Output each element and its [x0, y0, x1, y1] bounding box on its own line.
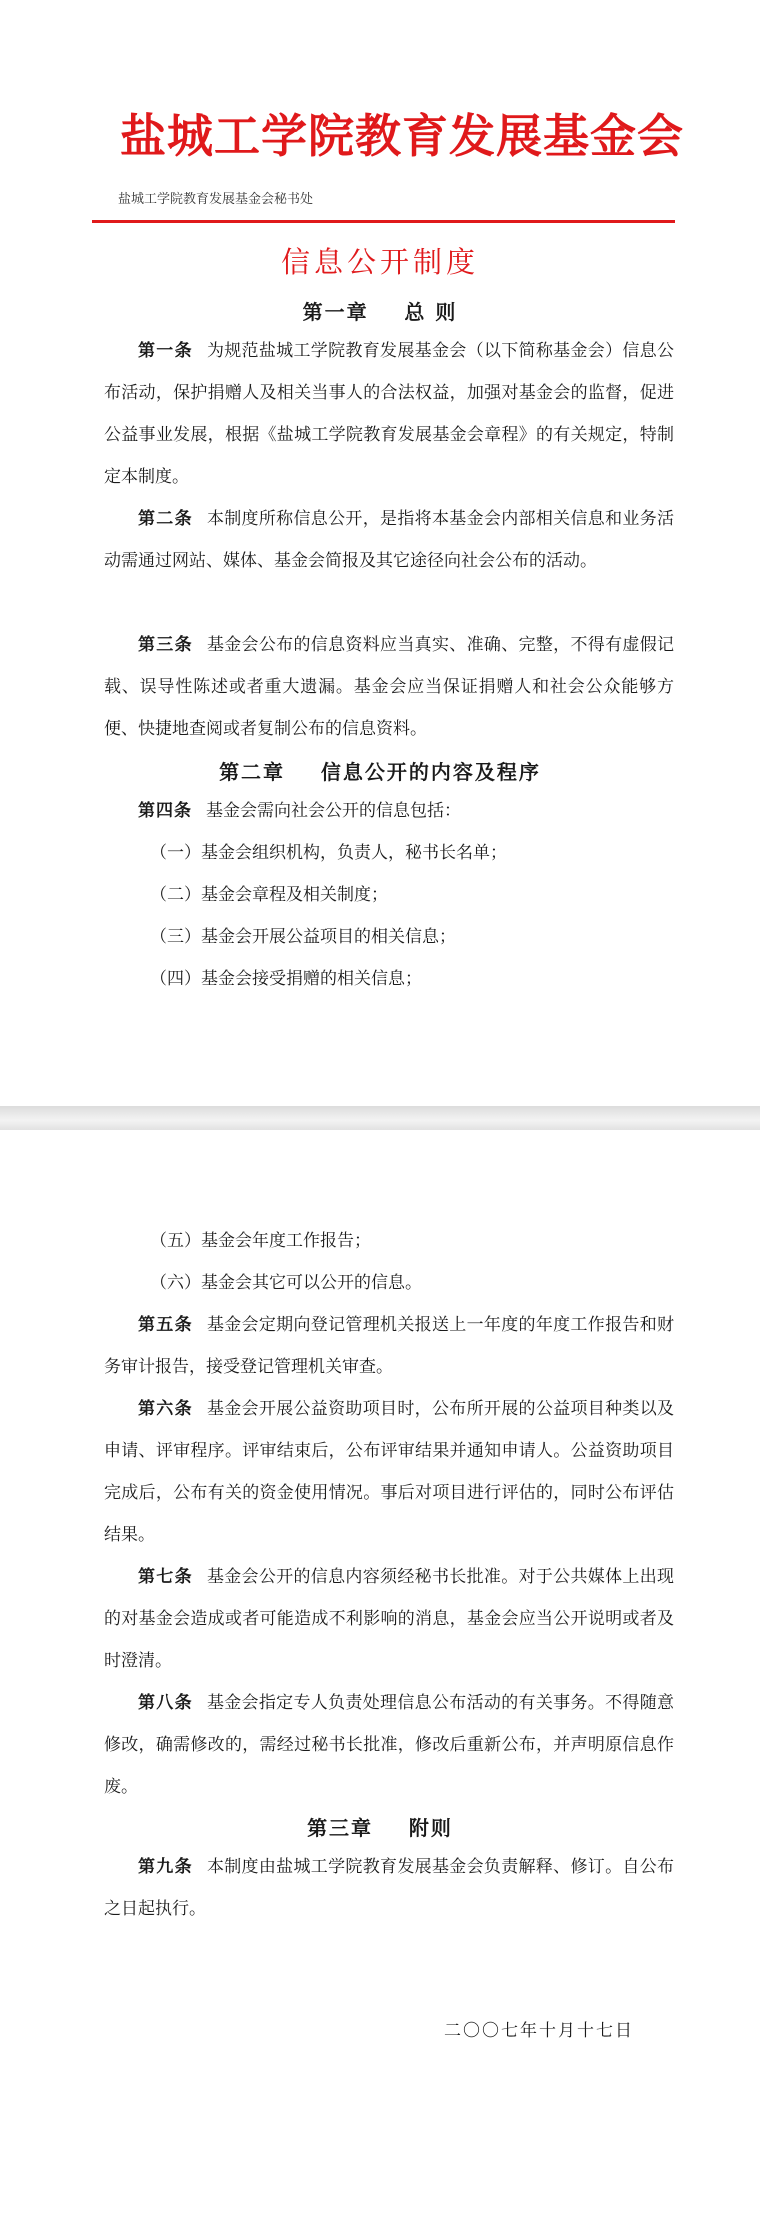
chapter-heading-2: 第二章 信息公开的内容及程序 — [219, 760, 541, 784]
list-item: （一）基金会组织机构，负责人，秘书长名单； — [150, 843, 507, 863]
list-item: （六）基金会其它可以公开的信息。 — [150, 1273, 422, 1293]
chapter-heading-1: 第一章 总 则 — [302, 300, 458, 324]
article-1-text: 为规范盐城工学院教育发展基金会（以下简称基金会）信息公布活动，保护捐赠人及相关当事人的合法权益，加强对基金会的监督，促进公益事业发展，根据《盐城工学院教育发展基金会章程》的有关规定，特制定本制度。 — [104, 341, 675, 487]
article-7-label: 第七条 — [138, 1567, 193, 1587]
article-3 — [104, 624, 674, 750]
article-1 — [104, 330, 674, 498]
article-4-text: 基金会需向社会公开的信息包括： — [206, 801, 461, 821]
list-item: （五）基金会年度工作报告； — [150, 1231, 371, 1251]
article-4 — [104, 790, 674, 832]
letterhead-subtitle: 盐城工学院教育发展基金会秘书处 — [118, 192, 314, 207]
document-title: 信息公开制度 — [280, 245, 479, 279]
page-separator — [0, 1106, 760, 1130]
article-6-label: 第六条 — [138, 1399, 193, 1419]
article-9-text: 本制度由盐城工学院教育发展基金会负责解释、修订。自公布之日起执行。 — [104, 1857, 675, 1919]
article-3-label: 第三条 — [138, 635, 193, 655]
article-5-label: 第五条 — [138, 1315, 193, 1335]
letterhead-divider — [92, 220, 675, 223]
article-8 — [104, 1682, 674, 1808]
document-date: 二〇〇七年十月十七日 — [444, 2021, 634, 2041]
article-7-text: 基金会公开的信息内容须经秘书长批准。对于公共媒体上出现的对基金会造成或者可能造成不利影响的消息，基金会应当公开说明或者及时澄清。 — [104, 1567, 675, 1671]
article-5 — [104, 1304, 674, 1388]
chapter-heading-3: 第三章 附则 — [307, 1816, 453, 1840]
article-3-text: 基金会公布的信息资料应当真实、准确、完整，不得有虚假记载、误导性陈述或者重大遗漏。基金会应当保证捐赠人和社会公众能够方便、快捷地查阅或者复制公布的信息资料。 — [104, 635, 675, 739]
article-1-label: 第一条 — [138, 341, 193, 361]
article-2-label: 第二条 — [138, 509, 193, 529]
list-item: （二）基金会章程及相关制度； — [150, 885, 388, 905]
article-4-label: 第四条 — [138, 801, 192, 821]
article-7 — [104, 1556, 674, 1682]
article-8-label: 第八条 — [138, 1693, 193, 1713]
article-9 — [104, 1846, 674, 1930]
list-item: （三）基金会开展公益项目的相关信息； — [150, 927, 456, 947]
article-5-text: 基金会定期向登记管理机关报送上一年度的年度工作报告和财务审计报告，接受登记管理机关审查。 — [104, 1315, 675, 1377]
article-6 — [104, 1388, 674, 1556]
article-8-text: 基金会指定专人负责处理信息公布活动的有关事务。不得随意修改，确需修改的，需经过秘书长批准，修改后重新公布，并声明原信息作废。 — [104, 1693, 675, 1797]
article-2 — [104, 498, 674, 582]
list-item: （四）基金会接受捐赠的相关信息； — [150, 969, 422, 989]
article-6-text: 基金会开展公益资助项目时，公布所开展的公益项目种类以及申请、评审程序。评审结束后，公布评审结果并通知申请人。公益资助项目完成后，公布有关的资金使用情况。事后对项目进行评估的，同时公布评估结果。 — [104, 1399, 675, 1545]
article-2-text: 本制度所称信息公开，是指将本基金会内部相关信息和业务活动需通过网站、媒体、基金会简报及其它途径向社会公布的活动。 — [104, 509, 675, 571]
article-9-label: 第九条 — [138, 1857, 193, 1877]
letterhead-title: 盐城工学院教育发展基金会 — [120, 109, 684, 163]
